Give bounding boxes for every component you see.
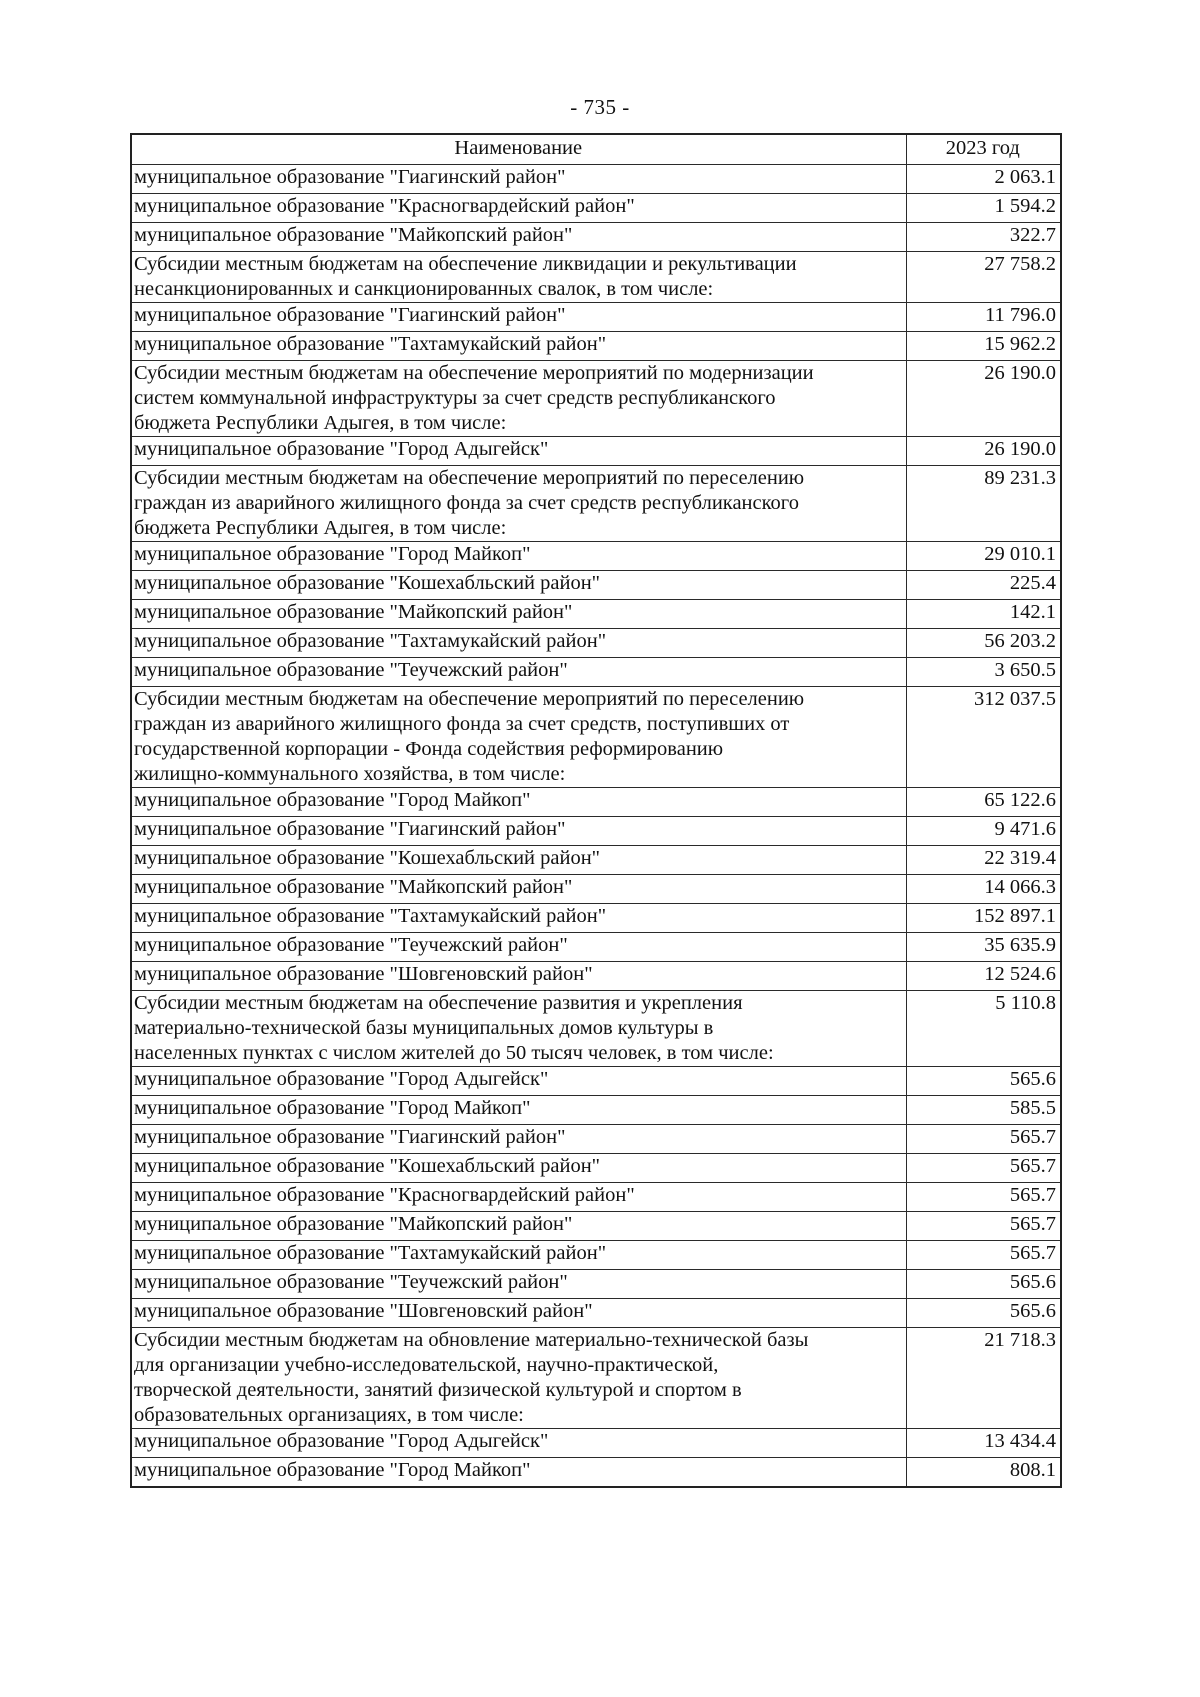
table-row bbox=[131, 1125, 1061, 1154]
table-body bbox=[131, 165, 1061, 1488]
row-value-cell: 3 650.5 bbox=[906, 658, 1061, 687]
table-row bbox=[131, 817, 1061, 846]
budget-table-container bbox=[130, 133, 1060, 1488]
row-name-cell: муниципальное образование "Город Майкоп" bbox=[131, 788, 906, 817]
table-row bbox=[131, 1270, 1061, 1299]
header-year: 2023 год bbox=[906, 134, 1061, 165]
row-name-cell: муниципальное образование "Город Майкоп" bbox=[131, 1096, 906, 1125]
row-value-cell: 89 231.3 bbox=[906, 466, 1061, 542]
row-value-cell: 1 594.2 bbox=[906, 194, 1061, 223]
table-row bbox=[131, 1154, 1061, 1183]
row-name-cell: Субсидии местным бюджетам на обеспечение мероприятий по переселению граждан из аварийного жилищного фонда за счет средств республиканского бюджета Республики Адыгея, в том числе: bbox=[131, 466, 906, 542]
table-row bbox=[131, 223, 1061, 252]
row-name-cell: муниципальное образование "Тахтамукайский район" bbox=[131, 332, 906, 361]
row-value-cell: 29 010.1 bbox=[906, 542, 1061, 571]
row-value-cell: 65 122.6 bbox=[906, 788, 1061, 817]
table-row bbox=[131, 1096, 1061, 1125]
table-row bbox=[131, 361, 1061, 437]
row-name-cell: муниципальное образование "Город Адыгейск" bbox=[131, 437, 906, 466]
row-value-cell: 565.6 bbox=[906, 1067, 1061, 1096]
table-row bbox=[131, 875, 1061, 904]
table-header-row bbox=[131, 134, 1061, 165]
table-row bbox=[131, 629, 1061, 658]
row-value-cell: 26 190.0 bbox=[906, 361, 1061, 437]
row-value-cell: 2 063.1 bbox=[906, 165, 1061, 194]
row-value-cell: 322.7 bbox=[906, 223, 1061, 252]
table-row bbox=[131, 904, 1061, 933]
row-name-cell: муниципальное образование "Город Адыгейск" bbox=[131, 1429, 906, 1458]
row-value-cell: 565.7 bbox=[906, 1154, 1061, 1183]
row-name-cell: муниципальное образование "Гиагинский район" bbox=[131, 817, 906, 846]
table-row bbox=[131, 933, 1061, 962]
table-row bbox=[131, 252, 1061, 303]
row-value-cell: 12 524.6 bbox=[906, 962, 1061, 991]
row-name-cell: муниципальное образование "Город Майкоп" bbox=[131, 542, 906, 571]
table-row bbox=[131, 571, 1061, 600]
row-value-cell: 565.6 bbox=[906, 1270, 1061, 1299]
row-name-cell: муниципальное образование "Майкопский район" bbox=[131, 1212, 906, 1241]
row-name-cell: Субсидии местным бюджетам на обеспечение мероприятий по переселению граждан из аварийного жилищного фонда за счет средств, поступивших от государственной корпорации - Фонда содействия реформированию жилищно-коммунального хозяйства, в том числе: bbox=[131, 687, 906, 788]
table-row bbox=[131, 658, 1061, 687]
row-name-cell: муниципальное образование "Город Адыгейск" bbox=[131, 1067, 906, 1096]
table-row bbox=[131, 600, 1061, 629]
row-value-cell: 565.7 bbox=[906, 1212, 1061, 1241]
row-value-cell: 565.7 bbox=[906, 1241, 1061, 1270]
row-name-cell: муниципальное образование "Гиагинский район" bbox=[131, 1125, 906, 1154]
row-value-cell: 585.5 bbox=[906, 1096, 1061, 1125]
row-value-cell: 15 962.2 bbox=[906, 332, 1061, 361]
page-number: - 735 - bbox=[570, 95, 630, 119]
row-value-cell: 13 434.4 bbox=[906, 1429, 1061, 1458]
row-name-cell: муниципальное образование "Красногвардейский район" bbox=[131, 194, 906, 223]
row-name-cell: Субсидии местным бюджетам на обновление материально-технической базы для организации учебно-исследовательской, научно-практической, творческой деятельности, занятий физической культурой и спортом в образовательных организациях, в том числе: bbox=[131, 1328, 906, 1429]
row-name-cell: муниципальное образование "Шовгеновский район" bbox=[131, 962, 906, 991]
table-row bbox=[131, 1212, 1061, 1241]
row-name-cell: муниципальное образование "Тахтамукайский район" bbox=[131, 904, 906, 933]
table-row bbox=[131, 194, 1061, 223]
row-name-cell: муниципальное образование "Теучежский район" bbox=[131, 1270, 906, 1299]
row-name-cell: муниципальное образование "Тахтамукайский район" bbox=[131, 1241, 906, 1270]
table-row bbox=[131, 788, 1061, 817]
row-value-cell: 21 718.3 bbox=[906, 1328, 1061, 1429]
row-value-cell: 565.7 bbox=[906, 1183, 1061, 1212]
table-row bbox=[131, 437, 1061, 466]
table-row bbox=[131, 1183, 1061, 1212]
table-row bbox=[131, 846, 1061, 875]
row-name-cell: муниципальное образование "Кошехабльский район" bbox=[131, 846, 906, 875]
table-row bbox=[131, 962, 1061, 991]
row-value-cell: 27 758.2 bbox=[906, 252, 1061, 303]
table-row bbox=[131, 332, 1061, 361]
table-row bbox=[131, 1299, 1061, 1328]
row-name-cell: муниципальное образование "Красногвардейский район" bbox=[131, 1183, 906, 1212]
table-row bbox=[131, 542, 1061, 571]
row-name-cell: муниципальное образование "Майкопский район" bbox=[131, 875, 906, 904]
row-value-cell: 152 897.1 bbox=[906, 904, 1061, 933]
table-row bbox=[131, 1241, 1061, 1270]
row-name-cell: муниципальное образование "Кошехабльский район" bbox=[131, 571, 906, 600]
table-row bbox=[131, 303, 1061, 332]
row-value-cell: 5 110.8 bbox=[906, 991, 1061, 1067]
budget-table bbox=[130, 133, 1062, 1488]
row-value-cell: 9 471.6 bbox=[906, 817, 1061, 846]
row-name-cell: муниципальное образование "Гиагинский район" bbox=[131, 165, 906, 194]
row-value-cell: 26 190.0 bbox=[906, 437, 1061, 466]
row-name-cell: муниципальное образование "Кошехабльский район" bbox=[131, 1154, 906, 1183]
row-value-cell: 808.1 bbox=[906, 1458, 1061, 1488]
table-row bbox=[131, 687, 1061, 788]
row-value-cell: 56 203.2 bbox=[906, 629, 1061, 658]
row-name-cell: муниципальное образование "Гиагинский район" bbox=[131, 303, 906, 332]
table-row bbox=[131, 1067, 1061, 1096]
row-name-cell: Субсидии местным бюджетам на обеспечение ликвидации и рекультивации несанкционированных и санкционированных свалок, в том числе: bbox=[131, 252, 906, 303]
header-name: Наименование bbox=[131, 134, 906, 165]
row-value-cell: 225.4 bbox=[906, 571, 1061, 600]
table-row bbox=[131, 466, 1061, 542]
table-row bbox=[131, 991, 1061, 1067]
row-name-cell: Субсидии местным бюджетам на обеспечение развития и укрепления материально-технической базы муниципальных домов культуры в населенных пунктах с числом жителей до 50 тысяч человек, в том числе: bbox=[131, 991, 906, 1067]
row-value-cell: 565.6 bbox=[906, 1299, 1061, 1328]
row-name-cell: муниципальное образование "Тахтамукайский район" bbox=[131, 629, 906, 658]
table-row bbox=[131, 1328, 1061, 1429]
table-row bbox=[131, 1458, 1061, 1488]
row-name-cell: Субсидии местным бюджетам на обеспечение мероприятий по модернизации систем коммунальной инфраструктуры за счет средств республиканского бюджета Республики Адыгея, в том числе: bbox=[131, 361, 906, 437]
row-value-cell: 35 635.9 bbox=[906, 933, 1061, 962]
row-name-cell: муниципальное образование "Город Майкоп" bbox=[131, 1458, 906, 1488]
row-name-cell: муниципальное образование "Теучежский район" bbox=[131, 658, 906, 687]
row-value-cell: 22 319.4 bbox=[906, 846, 1061, 875]
table-row bbox=[131, 1429, 1061, 1458]
table-row bbox=[131, 165, 1061, 194]
row-value-cell: 11 796.0 bbox=[906, 303, 1061, 332]
row-name-cell: муниципальное образование "Теучежский район" bbox=[131, 933, 906, 962]
row-name-cell: муниципальное образование "Шовгеновский район" bbox=[131, 1299, 906, 1328]
row-value-cell: 14 066.3 bbox=[906, 875, 1061, 904]
row-name-cell: муниципальное образование "Майкопский район" bbox=[131, 223, 906, 252]
row-value-cell: 142.1 bbox=[906, 600, 1061, 629]
row-value-cell: 312 037.5 bbox=[906, 687, 1061, 788]
row-name-cell: муниципальное образование "Майкопский район" bbox=[131, 600, 906, 629]
row-value-cell: 565.7 bbox=[906, 1125, 1061, 1154]
